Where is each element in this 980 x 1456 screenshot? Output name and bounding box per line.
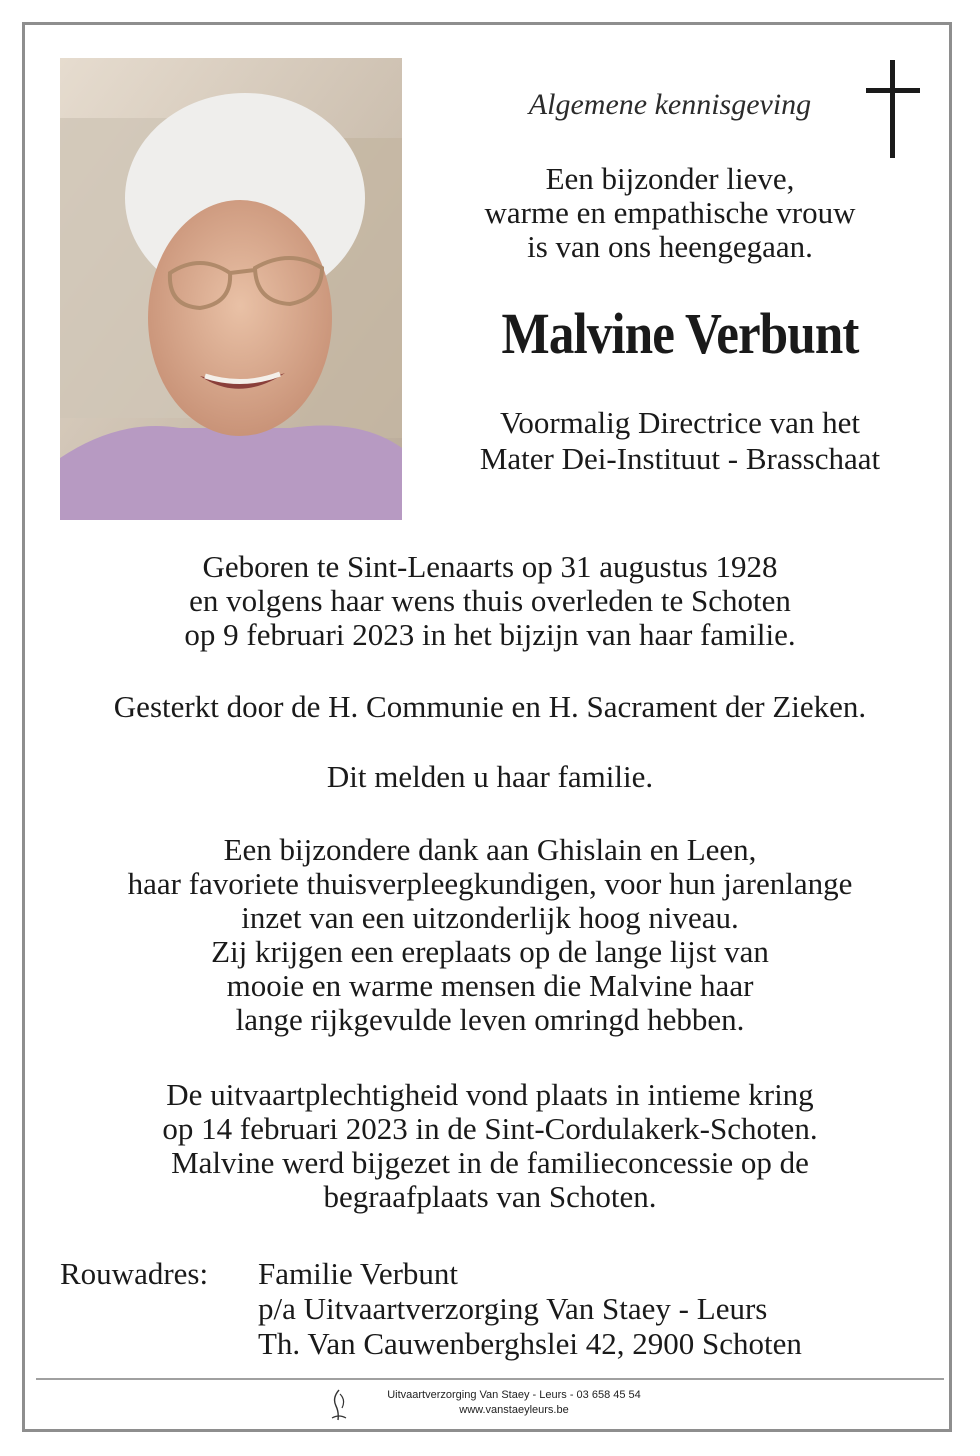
notice-type: Algemene kennisgeving — [528, 88, 812, 121]
thanks-line: Zij krijgen een ereplaats op de lange lijst van — [211, 934, 769, 969]
address-line: Familie Verbunt — [258, 1256, 459, 1291]
address-line: Th. Van Cauwenberghslei 42, 2900 Schoten — [258, 1326, 802, 1361]
address-line: p/a Uitvaartverzorging Van Staey - Leurs — [258, 1291, 768, 1326]
family-text — [40, 760, 940, 794]
thanks-line: Een bijzondere dank aan Ghislain en Leen, — [223, 832, 757, 867]
funeral-home-logo — [328, 1388, 350, 1422]
lead-line: is van ons heengegaan. — [527, 229, 813, 264]
address-label: Rouwadres: — [60, 1256, 209, 1291]
sacrament-line: Gesterkt door de H. Communie en H. Sacrament der Zieken. — [113, 689, 867, 724]
funeral-line: Malvine werd bijgezet in de familieconcessie op de — [171, 1145, 809, 1180]
deceased-title — [430, 405, 930, 477]
funeral-line: op 14 februari 2023 in de Sint-Cordulakerk-Schoten. — [162, 1111, 818, 1146]
birth-death-text — [40, 550, 940, 652]
thanks-line: haar favoriete thuisverpleegkundigen, voor hun jarenlange — [127, 866, 853, 901]
funeral-text — [40, 1078, 940, 1214]
deceased-name: Malvine Verbunt — [501, 301, 859, 366]
funeral-line: begraafplaats van Schoten. — [323, 1179, 657, 1214]
birth-line: op 9 februari 2023 in het bijzijn van haar familie. — [184, 617, 796, 652]
funeral-line: De uitvaartplechtigheid vond plaats in intieme kring — [166, 1077, 814, 1112]
birth-line: Geboren te Sint-Lenaarts op 31 augustus 1928 — [202, 549, 778, 584]
lead-line: Een bijzonder lieve, — [545, 161, 795, 196]
thanks-text — [40, 833, 940, 1037]
birth-line: en volgens haar wens thuis overleden te Schoten — [189, 583, 791, 618]
sacrament-text — [40, 690, 940, 724]
title-line: Mater Dei-Instituut - Brasschaat — [479, 441, 881, 476]
lead-line: warme en empathische vrouw — [484, 195, 856, 230]
footer — [320, 1386, 720, 1426]
footer-website[interactable]: www.vanstaeyleurs.be — [459, 1404, 569, 1416]
family-line: Dit melden u haar familie. — [326, 759, 654, 794]
portrait-photo — [60, 58, 402, 520]
thanks-line: lange rijkgevulde leven omringd hebben. — [235, 1002, 745, 1037]
thanks-line: inzet van een uitzonderlijk hoog niveau. — [241, 900, 739, 935]
footer-contact: Uitvaartverzorging Van Staey - Leurs - 03 658 45 54 — [387, 1389, 641, 1401]
lead-text — [430, 162, 910, 264]
footer-divider — [36, 1378, 944, 1380]
title-line: Voormalig Directrice van het — [499, 405, 861, 440]
thanks-line: mooie en warme mensen die Malvine haar — [226, 968, 754, 1003]
